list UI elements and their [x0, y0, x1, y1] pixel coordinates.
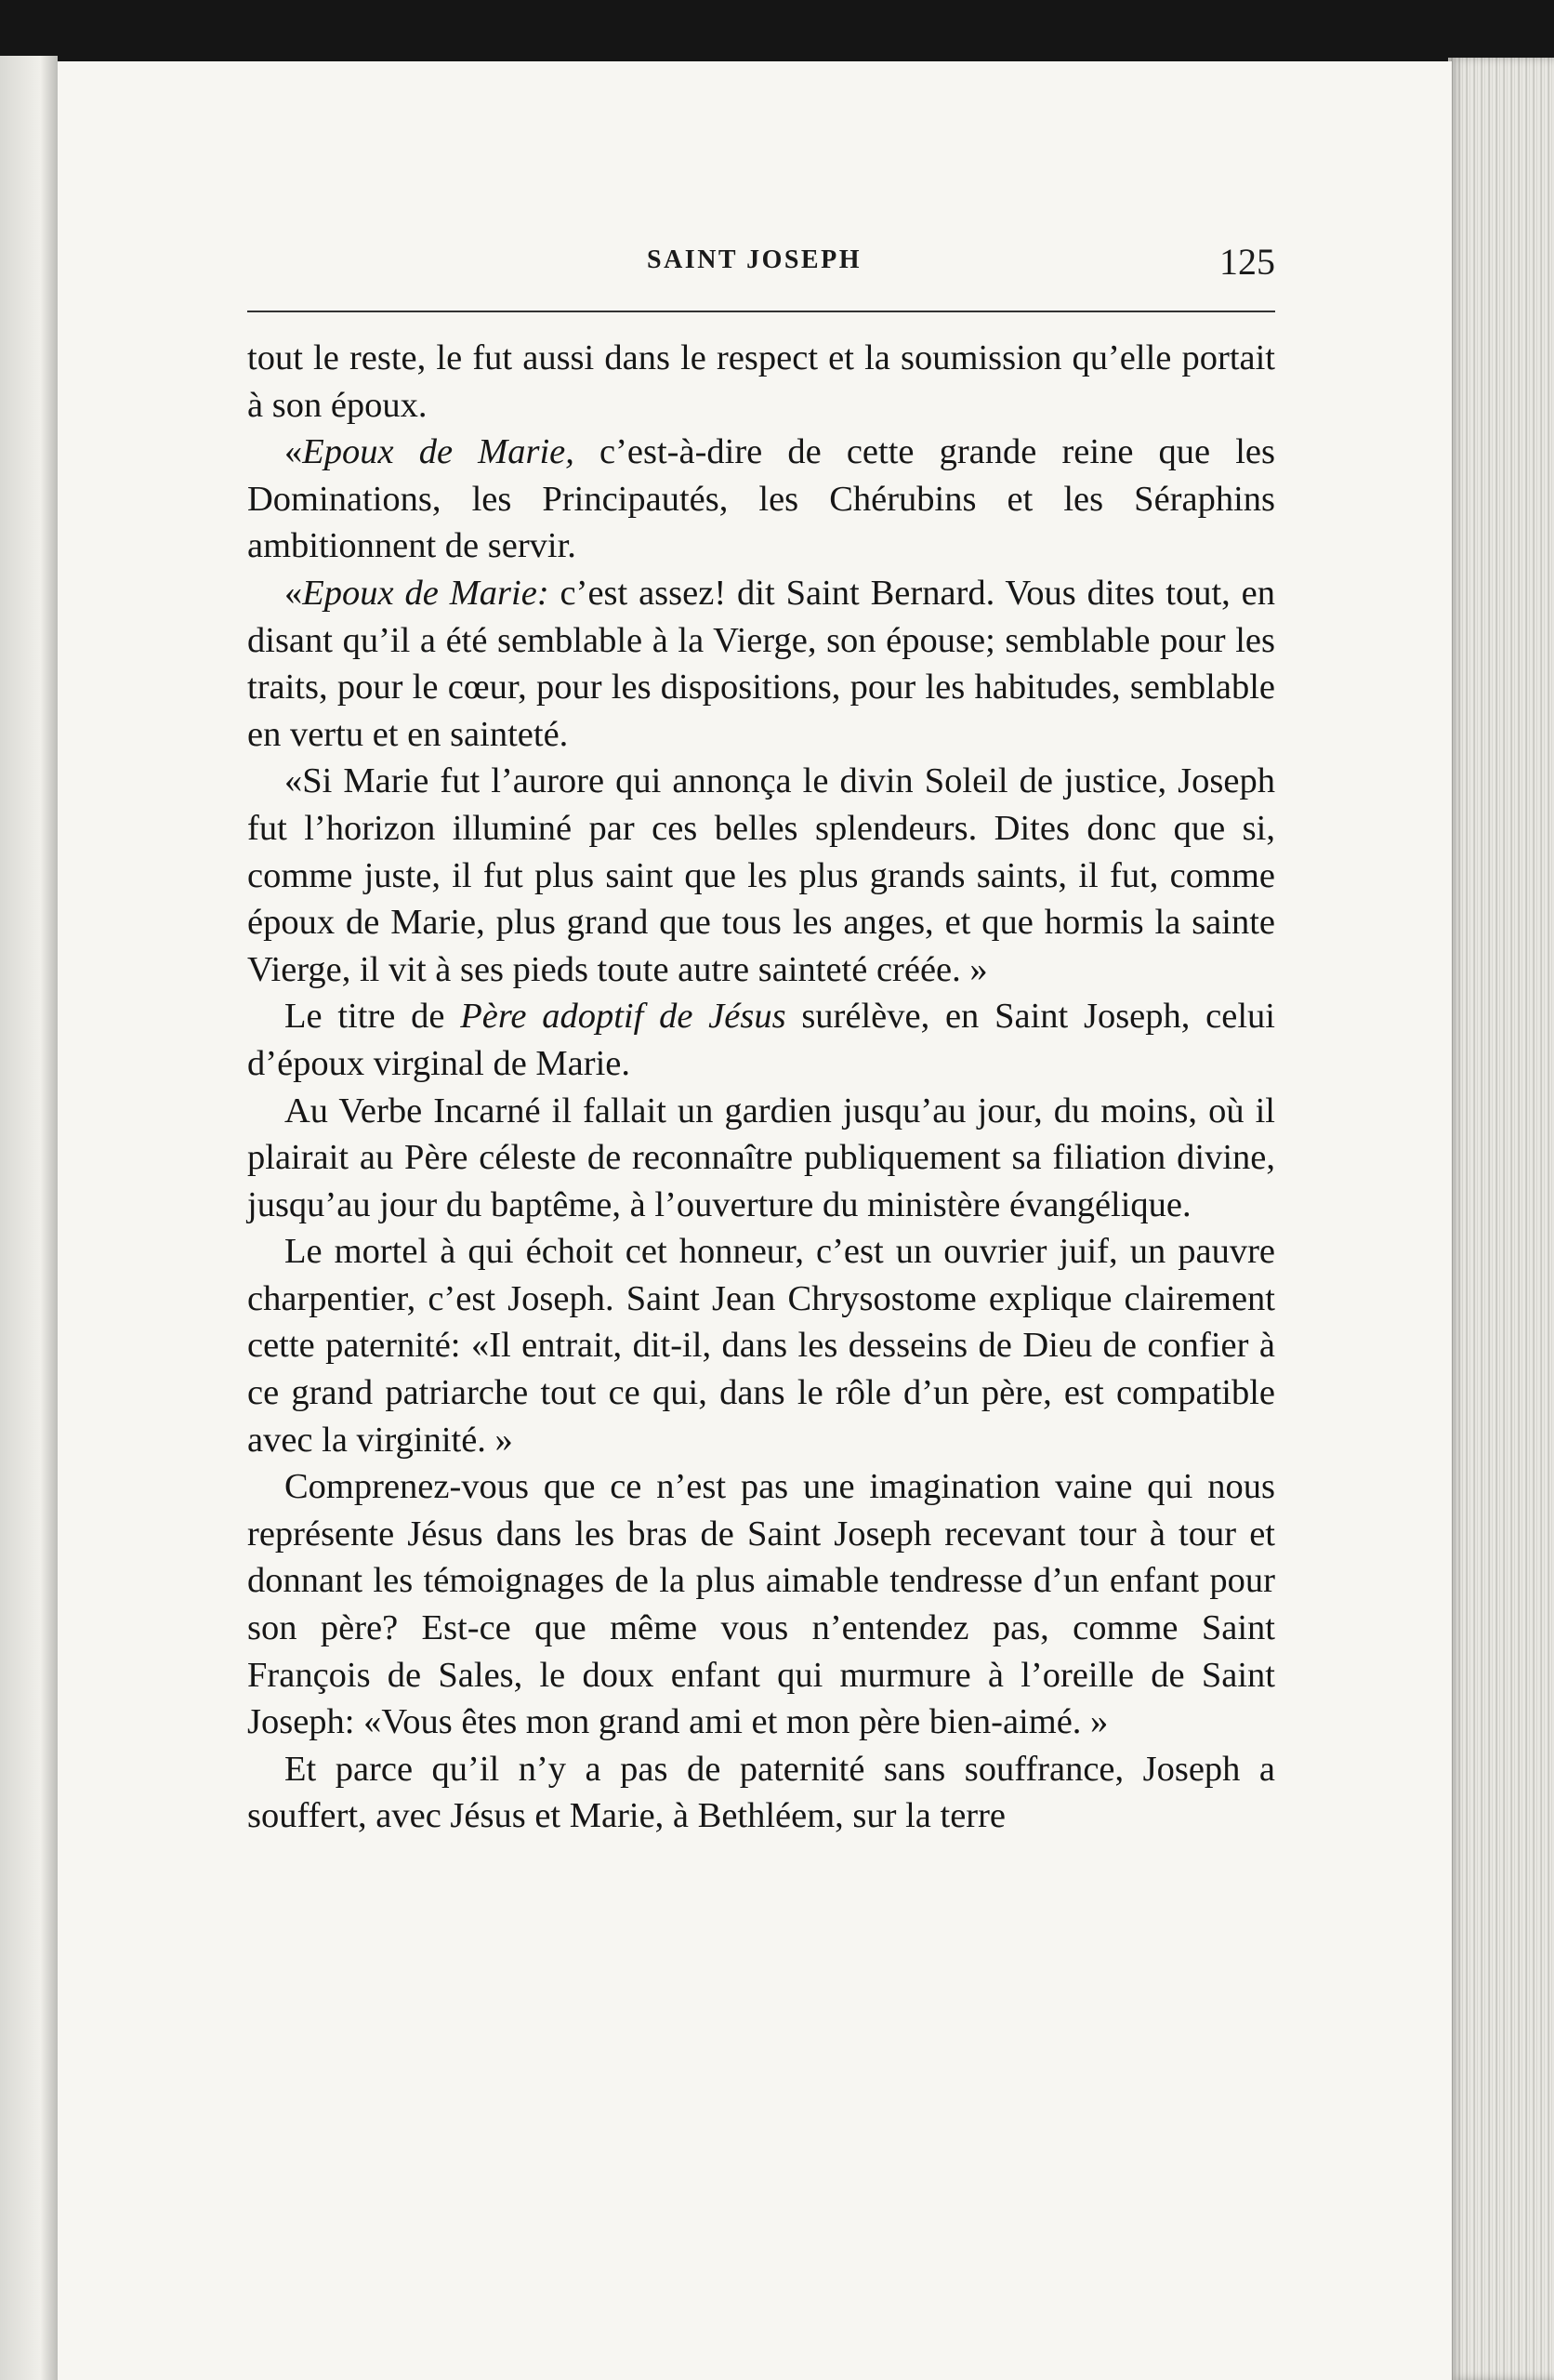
text-run: « [284, 432, 303, 472]
page-stack-edge [1448, 58, 1554, 2380]
text-run: Et parce qu’il n’y a pas de paternité sans souffrance, Joseph a souffert, avec Jésus et Marie, à Bethléem, sur la terre [247, 1749, 1275, 1836]
paragraph [247, 1463, 1275, 1746]
text-run: c’est assez! dit Saint Bernard. Vous dites tout, en disant qu’il a été semblable à la Vierge, son épouse; semblable pour les traits, pour le cœur, pour les dispositions, pour les habitudes, semblable en vertu et en sainteté. [247, 573, 1275, 754]
paragraph [247, 335, 1275, 429]
body-text [247, 335, 1275, 1840]
paragraph [247, 429, 1275, 570]
text-run: Le titre de [284, 997, 461, 1037]
running-head [247, 240, 1275, 284]
text-run: surélève, en Saint Joseph, celui d’époux virginal de Marie. [247, 997, 1275, 1083]
text-run: c’est-à-dire de cette grande reine que les Dominations, les Principautés, les Chérubins et les Séraphins ambitionnent de servir. [247, 432, 1275, 566]
paragraph [247, 1746, 1275, 1840]
facing-page-edge [0, 56, 58, 2380]
paragraph [247, 758, 1275, 993]
italic-text: Père adoptif de Jésus [460, 997, 786, 1037]
paragraph [247, 1228, 1275, 1463]
scan-top-border [0, 0, 1554, 61]
running-title: SAINT JOSEPH [647, 245, 862, 274]
text-run: Le mortel à qui échoit cet honneur, c’est un ouvrier juif, un pauvre charpentier, c’est Joseph. Saint Jean Chrysostome explique clairement cette paternité: «Il entrait, dit-il, dans les desseins de Dieu de confier à ce grand patriarche tout ce qui, dans le rôle d’un père, est compatible avec la virginité. » [247, 1232, 1275, 1460]
text-run: «Si Marie fut l’aurore qui annonça le divin Soleil de justice, Joseph fut l’horizon illuminé par ces belles splendeurs. Dites donc que si, comme juste, il fut plus saint que les plus grands saints, il fut, comme époux de Marie, plus grand que tous les anges, et que hormis la sainte Vierge, il vit à ses pieds toute autre sainteté créée. » [247, 761, 1275, 989]
text-run: « [284, 573, 303, 613]
paragraph [247, 993, 1275, 1087]
paragraph [247, 1088, 1275, 1229]
text-run: Au Verbe Incarné il fallait un gardien jusqu’au jour, du moins, où il plairait au Père céleste de reconnaître publiquement sa filiation divine, jusqu’au jour du baptême, à l’ouverture du ministère évangélique. [247, 1091, 1275, 1224]
header-rule [247, 311, 1275, 312]
paragraph [247, 570, 1275, 758]
italic-text: Epoux de Marie, [302, 432, 574, 472]
page-number: 125 [1219, 241, 1275, 283]
text-run: Comprenez-vous que ce n’est pas une imagination vaine qui nous représente Jésus dans les bras de Saint Joseph recevant tour à tour et donnant les témoignages de la plus aimable tendresse d’un enfant pour son père? Est-ce que même vous n’entendez pas, comme Saint François de Sales, le doux enfant qui murmure à l’oreille de Saint Joseph: «Vous êtes mon grand ami et mon père bien-aimé. » [247, 1467, 1275, 1742]
italic-text: Epoux de Marie: [302, 573, 549, 613]
text-run: tout le reste, le fut aussi dans le respect et la soumission qu’elle portait à son époux. [247, 338, 1275, 425]
